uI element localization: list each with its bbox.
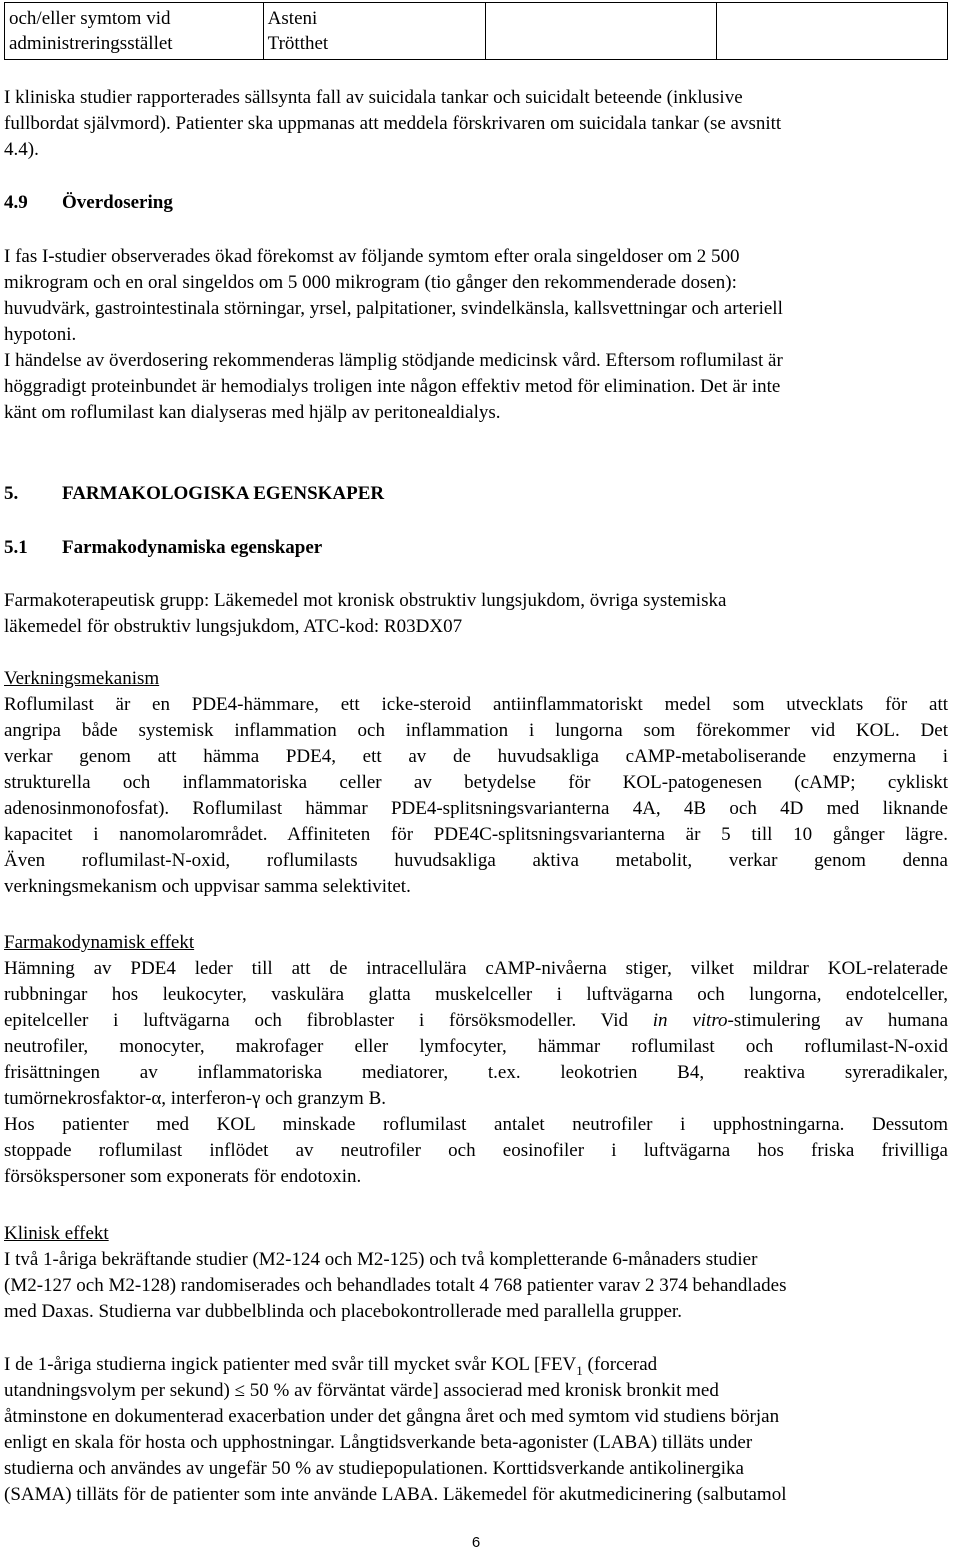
section-number: 5.1 xyxy=(4,537,28,558)
text-line: stoppade roflumilast inflödet av neutrofiler och eosinofiler i luftvägarna hos friska frivilliga xyxy=(4,1140,948,1161)
table-cell xyxy=(263,3,485,60)
text-line: Roflumilast är en PDE4-hämmare, ett icke-steroid antiinflammatoriskt medel som utvecklats för att xyxy=(4,694,948,715)
text-line: frisättningen av inflammatoriska mediatorer, t.ex. leokotrien B4, reaktiva syreradikaler, xyxy=(4,1062,948,1083)
section-number: 5. xyxy=(4,483,19,504)
text-line: I kliniska studier rapporterades sällsynta fall av suicidala tankar och suicidalt beteende (inklusive xyxy=(4,87,743,108)
text-line: tumörnekrosfaktor-α, interferon-γ och granzym B. xyxy=(4,1088,387,1109)
section-heading-5 xyxy=(4,481,948,507)
cell-text: och/eller symtom vid xyxy=(9,8,171,29)
text-line: läkemedel för obstruktiv lungsjukdom, ATC-kod: R03DX07 xyxy=(4,616,463,637)
subheading-pd-effect: Farmakodynamisk effekt xyxy=(4,932,195,953)
text-line: Hos patienter med KOL minskade roflumilast antalet neutrofiler i upphostningarna. Dessutom xyxy=(4,1114,948,1135)
text-line: I händelse av överdosering rekommenderas lämplig stödjande medicinsk vård. Eftersom roflumilast är xyxy=(4,350,783,371)
suicidality-paragraph xyxy=(4,85,948,163)
text-line: känt om roflumilast kan dialyseras med hjälp av peritonealdialys. xyxy=(4,402,501,423)
text-line: Även roflumilast-N-oxid, roflumilasts huvudsakliga aktiva metabolit, verkar genom denna xyxy=(4,850,948,871)
text-line: utandningsvolym per sekund) ≤ 50 % av förväntat värde] associerad med kronisk bronkit med xyxy=(4,1380,719,1401)
text-line: huvudvärk, gastrointestinala störningar, yrsel, palpitationer, svindelkänsla, kallsvettningar och arteriell xyxy=(4,298,783,319)
table-cell xyxy=(5,3,264,60)
table-cell xyxy=(485,3,716,60)
overdose-paragraph xyxy=(4,244,948,426)
text-line: verkningsmekanism och uppvisar samma selektivitet. xyxy=(4,876,411,897)
adverse-reactions-table xyxy=(4,2,948,60)
table-row xyxy=(5,3,948,60)
text-line: (SAMA) tilläts för de patienter som inte använde LABA. Läkemedel för akutmedicinering (salbutamol xyxy=(4,1484,787,1505)
text-line xyxy=(4,1008,948,1034)
cell-text: Trötthet xyxy=(267,33,329,54)
text-run: -stimulering av humana xyxy=(727,1010,948,1031)
text-line: fullbordat självmord). Patienter ska uppmanas att meddela förskrivaren om suicidala tankar (se avsnitt xyxy=(4,113,782,134)
text-run: epitelceller i luftvägarna och fibroblaster i försöksmodeller. Vid xyxy=(4,1010,653,1031)
text-line: försökspersoner som exponerats för endotoxin. xyxy=(4,1166,362,1187)
text-line: strukturella och inflammatoriska celler av betydelse för KOL-patogenesen (cAMP; cykliskt xyxy=(4,772,948,793)
text-line: enligt en skala för hosta och upphostningar. Långtidsverkande beta-agonister (LABA) tilläts under xyxy=(4,1432,753,1453)
text-line: 4.4). xyxy=(4,139,39,160)
text-line: verkar genom att hämma PDE4, ett av de huvudsakliga cAMP-metaboliserande enzymerna i xyxy=(4,746,948,767)
text-line: Farmakoterapeutisk grupp: Läkemedel mot kronisk obstruktiv lungsjukdom, övriga systemiska xyxy=(4,590,727,611)
text-run: I de 1-åriga studierna ingick patienter med svår till mycket svår KOL [FEV xyxy=(4,1354,577,1375)
subheading-clinical-effect: Klinisk effekt xyxy=(4,1223,109,1244)
clinical-effect-section xyxy=(4,1221,948,1325)
text-line: rubbningar hos leukocyter, vaskulära glatta muskelceller i luftvägarna och lungorna, endotelceller, xyxy=(4,984,948,1005)
text-line: kapacitet i nanomolarområdet. Affiniteten för PDE4C-splitsningsvarianterna är 5 till 10 gånger lägre. xyxy=(4,824,948,845)
mechanism-section xyxy=(4,666,948,900)
section-title: Överdosering xyxy=(62,192,173,213)
section-heading-4-9 xyxy=(4,190,948,216)
text-line: studierna och användes av ungefär 50 % av studiepopulationen. Korttidsverkande antikolinergika xyxy=(4,1458,744,1479)
table-cell xyxy=(716,3,947,60)
clinical-study-population-paragraph xyxy=(4,1352,948,1508)
text-line xyxy=(4,1352,948,1378)
pharmacodynamic-effect-section xyxy=(4,930,948,1190)
text-line: med Daxas. Studierna var dubbelblinda och placebokontrollerade med parallella grupper. xyxy=(4,1301,682,1322)
section-number: 4.9 xyxy=(4,192,28,213)
text-line: Hämning av PDE4 leder till att de intracellulära cAMP-nivåerna stiger, vilket mildrar KOL-relaterade xyxy=(4,958,948,979)
cell-text: administreringsstället xyxy=(9,33,173,54)
text-line: hypotoni. xyxy=(4,324,77,345)
text-line: neutrofiler, monocyter, makrofager eller lymfocyter, hämmar roflumilast och roflumilast-N-oxid xyxy=(4,1036,948,1057)
italic-term: in vitro xyxy=(652,1010,728,1031)
text-line: åtminstone en dokumenterad exacerbation under det gångna året och med symtom vid studiens början xyxy=(4,1406,780,1427)
text-line: I fas I-studier observerades ökad förekomst av följande symtom efter orala singeldoser om 2 500 xyxy=(4,246,740,267)
text-line: adenosinmonofosfat). Roflumilast hämmar PDE4-splitsningsvarianterna 4A, 4B och 4D med liknande xyxy=(4,798,948,819)
text-line: (M2-127 och M2-128) randomiserades och behandlades totalt 4 768 patienter varav 2 374 behandlades xyxy=(4,1275,787,1296)
section-title: FARMAKOLOGISKA EGENSKAPER xyxy=(62,483,385,504)
text-line: höggradigt proteinbundet är hemodialys troligen inte någon effektiv metod för elimination. Det är inte xyxy=(4,376,781,397)
subheading-mechanism: Verkningsmekanism xyxy=(4,668,160,689)
text-line: mikrogram och en oral singeldos om 5 000 mikrogram (tio gånger den rekommenderade dosen): xyxy=(4,272,737,293)
page-number: 6 xyxy=(471,1534,481,1551)
text-line: I två 1-åriga bekräftande studier (M2-124 och M2-125) och två kompletterande 6-månaders studier xyxy=(4,1249,758,1270)
atc-paragraph xyxy=(4,588,948,640)
cell-text: Asteni xyxy=(267,8,318,29)
text-run: (forcerad xyxy=(582,1354,658,1375)
subscript: 1 xyxy=(576,1362,583,1378)
section-heading-5-1 xyxy=(4,535,948,561)
text-line: angripa både systemisk inflammation och inflammation i lungorna som förekommer vid KOL. Det xyxy=(4,720,948,741)
section-title: Farmakodynamiska egenskaper xyxy=(62,537,323,558)
